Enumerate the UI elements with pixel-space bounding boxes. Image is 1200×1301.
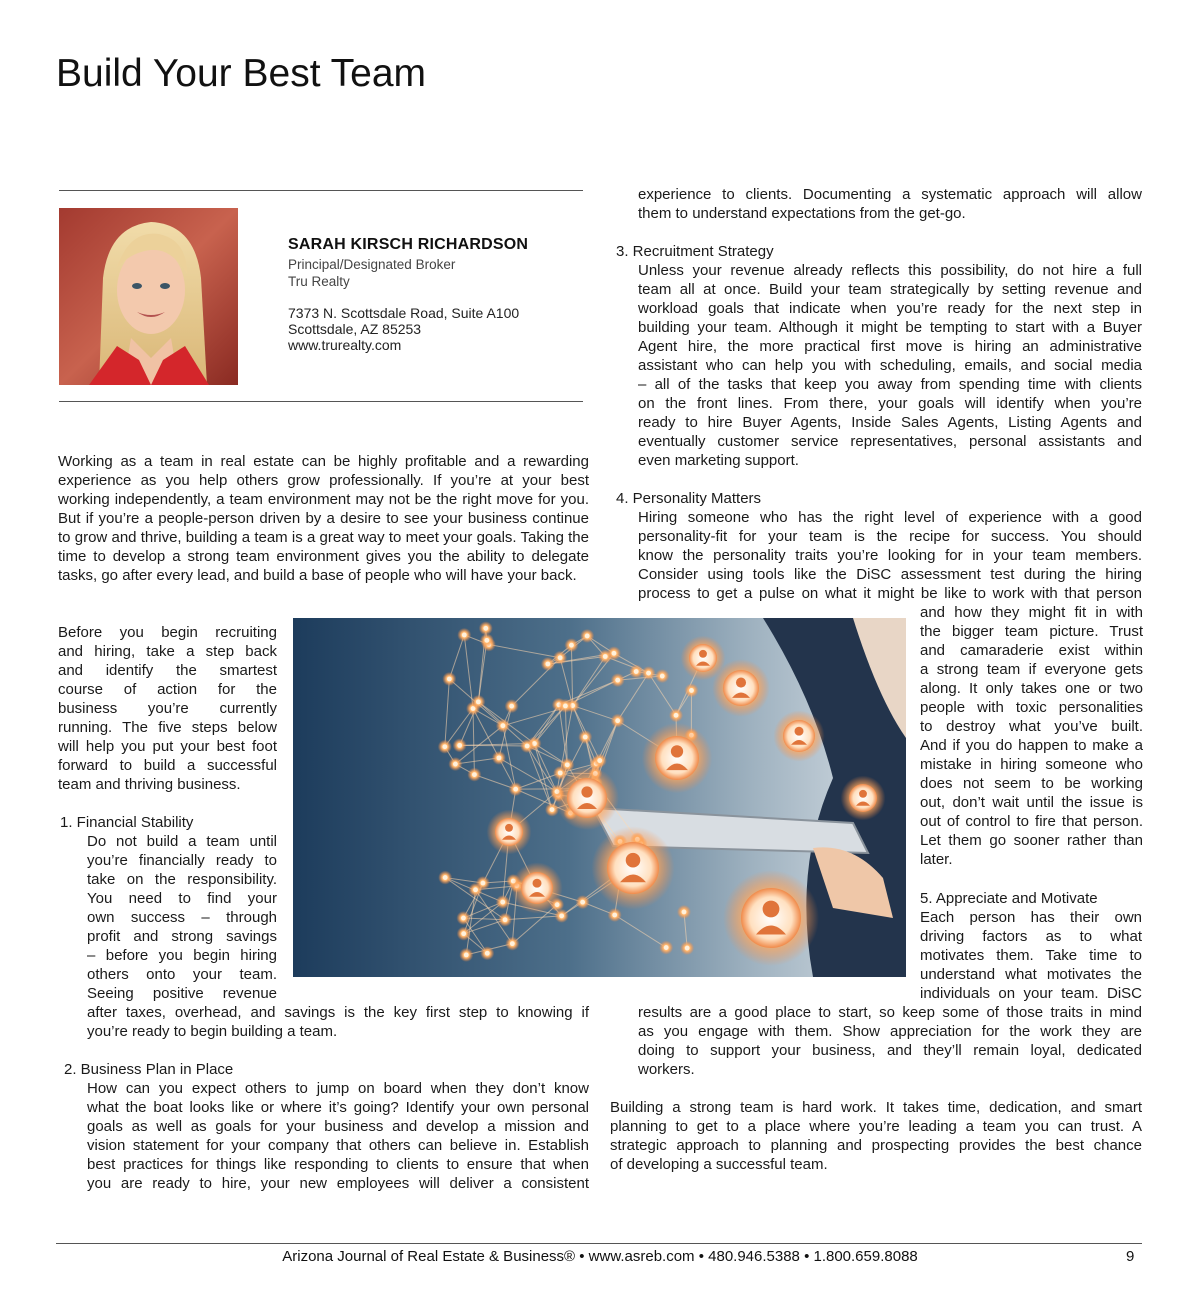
author-company: Tru Realty [288,274,350,289]
network-dot [464,952,469,957]
network-dot [569,643,574,648]
text-line: and camaraderie exist within [920,642,1143,659]
person-icon-head [763,901,780,918]
network-dot [559,913,564,918]
text-line: doing to support your business, and they’ll remain loyal, dedicated [638,1042,1142,1059]
text-line: mistake in hiring someone who [920,756,1143,773]
text-line: a strong team if everyone gets [920,661,1143,678]
text-line: own success – through [87,909,277,926]
page-title: Build Your Best Team [56,52,427,95]
author-photo [59,208,238,385]
text-line: business you’re currently [58,700,277,717]
text-line: and hiring, take a step back [58,643,277,660]
network-dot [500,900,505,905]
network-dot [457,743,462,748]
network-dot [497,755,502,760]
footer-divider [56,1243,1142,1244]
text-line: understand what motivates the [920,966,1142,983]
text-line: you’re financially ready to [87,852,277,869]
step3-heading: 3. Recruitment Strategy [616,243,774,260]
text-line: profit and strong savings [87,928,277,945]
footer-text: Arizona Journal of Real Estate & Business® • www.asreb.com • 480.946.5388 • 1.800.659.8088 [282,1248,918,1265]
person-node [741,888,801,948]
text-line: motivates them. Take time to [920,947,1142,964]
text-line: take on the responsibility. [87,871,277,888]
text-line: eventually customer service representatives, personal assistants and [638,433,1142,450]
text-line: process to get a pulse on what it might be like to work with that person [638,585,1142,602]
text-line: building your team. Although it might be tempting to start with a Buyer [638,319,1142,336]
network-illustration [293,618,906,977]
text-line: on the front lines. From there, your goals will identify when you’re [638,395,1142,412]
author-address-line2: Scottsdale, AZ 85253 [288,321,422,337]
person-icon-head [736,678,746,688]
network-dot [565,762,570,767]
text-line: ready to hire Buyer Agents, Inside Sales Agents, Listing Agents and [638,414,1142,431]
text-line: Hiring someone who has the right level of experience with a good [638,509,1142,526]
person-node [689,644,717,672]
text-line: personality-fit for your team is the recipe for success. You should [638,528,1142,545]
text-line: forward to build a successful [58,757,277,774]
person-icon-head [533,879,542,888]
network-dot [615,718,620,723]
network-dot [545,662,550,667]
text-line: Do not build a team until [87,833,277,850]
network-dot [646,671,651,676]
text-line: goals as well as goals for your business and develop a mission and [87,1118,589,1135]
step2-heading: 2. Business Plan in Place [64,1061,234,1078]
text-line: Building a strong team is hard work. It takes time, dedication, and smart [610,1099,1142,1116]
network-link [460,745,527,746]
page-number: 9 [1126,1248,1135,1265]
network-dot [612,651,617,656]
person-icon-head [626,853,641,868]
text-line: and how they might fit in with [920,604,1143,621]
text-line: out of control to fire that person. [920,813,1143,830]
network-dot [615,678,620,683]
network-dot [442,744,447,749]
network-dot [685,946,690,951]
text-line: And if you do happen to make a [920,737,1143,754]
network-dot [558,655,563,660]
text-line: and identify the smartest [58,662,277,679]
network-dot [664,945,669,950]
network-dot [484,638,489,643]
text-line: even marketing support. [638,452,799,469]
text-line: after taxes, overhead, and savings is the key first step to knowing if [87,1004,589,1021]
text-line: Unless your revenue already reflects this possibility, do not hire a full [638,262,1142,279]
text-line: team and thriving business. [58,776,241,793]
divider-bottom [59,401,583,402]
text-line: as you engage with them. Show appreciation for the work they are [638,1023,1142,1040]
step4-body-narrow [920,603,1143,869]
network-dot [500,723,505,728]
step1-heading: 1. Financial Stability [60,814,194,831]
author-role: Principal/Designated Broker [288,257,456,272]
step4-body [638,508,1142,603]
step1-body [87,832,277,1003]
author-address-line1: 7373 N. Scottsdale Road, Suite A100 [288,305,520,321]
step1-body-cont [87,1003,589,1041]
network-dot [473,887,478,892]
person-icon-head [671,745,683,757]
network-dot [461,916,466,921]
step3-body [638,261,1142,470]
network-dot [689,688,694,693]
text-line: the bigger team picture. Trust [920,623,1143,640]
text-line: experience to clients. Documenting a systematic approach will allow [638,186,1142,203]
text-line: assistant who can help you with scheduling, emails, and social media [638,357,1142,374]
step4-heading: 4. Personality Matters [616,490,762,507]
person-icon-head [859,790,867,798]
step5-heading: 5. Appreciate and Motivate [920,890,1098,907]
network-dot [580,900,585,905]
text-line: you’re ready to begin building a team. [87,1023,338,1040]
before-paragraph [58,623,277,794]
network-dot [563,703,568,708]
text-line: driving factors as to what [920,928,1142,945]
person-icon-head [581,786,592,797]
intro-paragraph: Working as a team in real estate can be highly profitable and a rewarding experience as you help others grow professionally. If you’re at your best working independently, a team environment may not be the right move for you. But if you’re a people-person driven by a desire to see your business continue to grow and thrive, building a team is a great way to meet your goals. Taking the time to develop a strong team environment gives you the ability to delegate tasks, go after every lead, and build a base of people who will have your back. [58,453,589,584]
text-line: Before you begin recruiting [58,624,277,641]
network-dot [503,917,508,922]
text-line: people with toxic personalities [920,699,1143,716]
text-line: – before you begin hiring [87,947,277,964]
person-node [567,778,607,818]
step2-body [87,1079,589,1193]
text-line: you are ready to hire, your new employees will deliver a consistent [87,1175,589,1192]
text-line: Consider using tools like the DiSC assessment test during the hiring [638,566,1142,583]
text-line: to destroy what you’ve built. [920,718,1143,735]
network-dot [682,910,687,915]
author-name: SARAH KIRSCH RICHARDSON [288,236,529,253]
closing-paragraph [610,1098,1142,1174]
text-line: Agent hire, the more practical first move is hiring an administrative [638,338,1142,355]
text-line: running. The five steps below [58,719,277,736]
text-line: strategic approach to planning and prospecting provides the best chance [610,1137,1142,1154]
text-line: later. [920,851,953,868]
network-dot [509,704,514,709]
network-dot [660,674,665,679]
text-line: vision statement for your company that others can believe in. Establish [87,1137,589,1154]
network-dot [461,931,466,936]
divider-top [59,190,583,191]
text-line: individuals on your team. DiSC [920,985,1142,1002]
network-dot [603,654,608,659]
network-dot [525,744,530,749]
person-node [655,736,699,780]
person-node [849,784,877,812]
person-node [607,842,659,894]
text-line: Let them go sooner rather than [920,832,1143,849]
text-line: results are a good place to start, so keep some of those traits in mind [638,1004,1142,1021]
text-line: – all of the tasks that keep you away from spending time with clients [638,376,1142,393]
text-line: along. It only takes one or two [920,680,1143,697]
network-dot [453,762,458,767]
person-node [723,670,759,706]
network-dot [674,713,679,718]
text-line: Each person has their own [920,909,1142,926]
network-dot [597,758,602,763]
network-dot [513,787,518,792]
network-dot [585,634,590,639]
person-node [495,818,523,846]
text-line: out, don’t wait until the issue is [920,794,1143,811]
network-dot [476,699,481,704]
text-line: of developing a successful team. [610,1156,828,1173]
network-dot [485,951,490,956]
network-dot [550,807,555,812]
network-dot [447,677,452,682]
person-node [783,720,815,752]
text-line: does not seem to be working [920,775,1143,792]
network-dot [462,633,467,638]
network-dot [634,669,639,674]
network-dot [558,771,563,776]
step5-body-cont [638,1003,1142,1079]
text-line: How can you expect others to jump on board when they don’t know [87,1080,589,1097]
network-dot [583,735,588,740]
step2-continued [638,185,1142,223]
network-dot [483,626,488,631]
text-line: planning to get to a place where you’re leading a team you can trust. A [610,1118,1142,1135]
text-line: team all at once. Build your team strategically by setting revenue and [638,281,1142,298]
text-line: course of action for the [58,681,277,698]
author-website: www.trurealty.com [288,337,402,353]
network-dot [443,875,448,880]
person-icon-head [699,650,707,658]
text-line: others onto your team. [87,966,277,983]
network-dot [612,913,617,918]
text-line: know the personality traits you’re looking for in your team members. [638,547,1142,564]
person-node [521,872,553,904]
person-icon-head [795,727,804,736]
text-line: what the boat looks like or where it’s going? Identify your own personal [87,1099,589,1116]
text-line: workers. [638,1061,695,1078]
network-dot [472,772,477,777]
text-line: them to understand expectations from the get-go. [638,205,966,222]
step5-body-narrow [920,908,1142,1003]
network-dot [481,881,486,886]
network-dot [510,941,515,946]
text-line: Seeing positive revenue [87,985,277,1002]
text-line: best practices for things like responding to clients to ensure that when [87,1156,589,1173]
text-line: workload goals that indicate when you’re ready for the next step in [638,300,1142,317]
text-line: will help you put your best foot [58,738,277,755]
text-line: You need to find your [87,890,277,907]
person-icon-head [505,824,513,832]
